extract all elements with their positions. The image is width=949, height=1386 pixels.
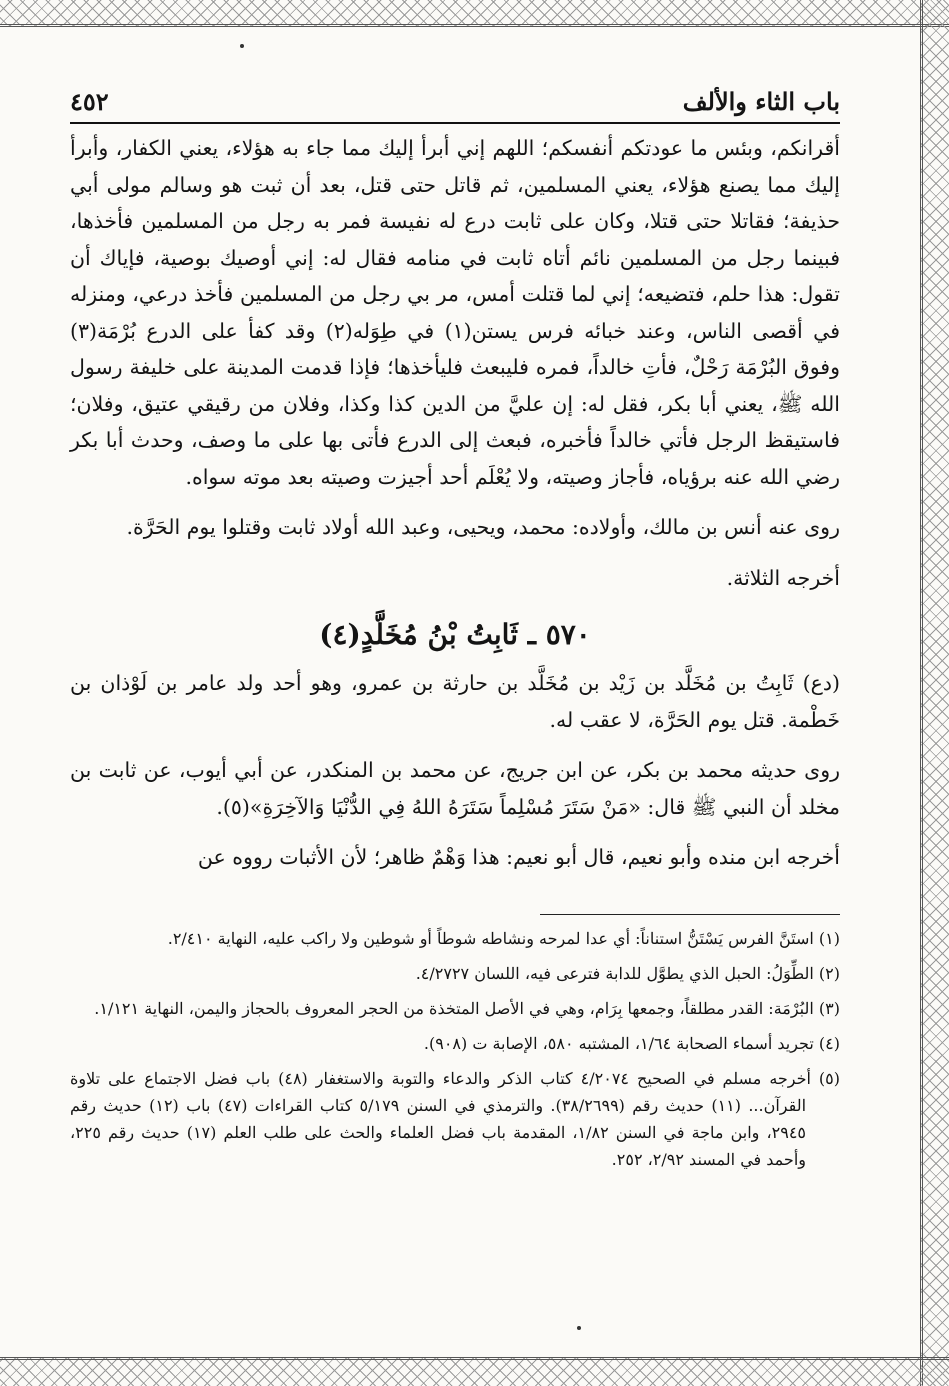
print-speck: [577, 1326, 581, 1330]
footnotes: [70, 925, 840, 1173]
footnote: (٥) أخرجه مسلم في الصحيح ٤/٢٠٧٤ كتاب الذكر والدعاء والتوبة والاستغفار (٤٨) باب فضل الاجتماع على تلاوة القرآن... (١١) حديث رقم (٣٨/٢٦٩٩). والترمذي في السنن ٥/١٧٩ كتاب القراءات (٤٧) باب (١٢) حديث رقم ٢٩٤٥، وابن ماجة في السنن ١/٨٢، المقدمة باب فضل العلماء والحث على طلب العلم (١٧) حديث رقم ٢٢٥، وأحمد في المسند ٢/٩٢، ٢٥٢.: [70, 1068, 841, 1169]
body-paragraph: روى حديثه محمد بن بكر، عن ابن جريج، عن محمد بن المنكدر، عن أبي أيوب، عن ثابت بن مخلد أن النبي ﷺ قال: «مَنْ سَتَرَ مُسْلِماً سَتَرَهُ اللهُ فِي الدُّنْيَا وَالآخِرَةِ»(٥).: [70, 758, 840, 819]
footnote: (٣) البُرْمَة: القدر مطلقاً، وجمعها بِرَام، وهي في الأصل المتخذة من الحجر المعروف بالحجاز واليمن، النهاية ١/١٢١.: [94, 998, 840, 1018]
body-paragraph: أخرجه ابن منده وأبو نعيم، قال أبو نعيم: هذا وَهْمٌ ظاهر؛ لأن الأثبات رووه عن: [197, 845, 840, 869]
body-paragraph: أخرجه الثلاثة.: [726, 565, 840, 590]
entry-heading: ٥٧٠ ـ ثَابِتُ بْنُ مُخَلَّدٍ(٤): [319, 618, 591, 651]
footnote: (٤) تجريد أسماء الصحابة ١/٦٤، المشتبه ٥٨٠، الإصابة ت (٩٠٨).: [423, 1033, 840, 1053]
body-paragraph: روى عنه أنس بن مالك، وأولاده: محمد، ويحيى، وعبد الله أولاد ثابت وقتلوا يوم الحَرَّة.: [126, 515, 840, 539]
footnote: (٢) الطِّوَلُ: الحبل الذي يطوَّل للدابة فترعى فيه، اللسان ٤/٢٧٢٧.: [415, 963, 840, 983]
body-paragraph: أقرانكم، وبئس ما عودتكم أنفسكم؛ اللهم إني أبرأ إليك مما جاء به هؤلاء، يعني الكفار، وأبرأ إليك مما يصنع هؤلاء، يعني المسلمين، ثم قاتل حتى قتل، بعد أن ثبت هو وسالم مولى أبي حذيفة؛ فقاتلا حتى قتلا، وكان على ثابت درع له نفيسة فمر به رجل من المسلمين فأخذها، فبينما رجل من المسلمين نائم أتاه ثابت في منامه فقال له: إني أوصيك بوصية، فإياك أن تقول: هذا حلم، فتضيعه؛ إني لما قتلت أمس، مر بي رجل من المسلمين فأخذ درعي، ومنزله في أقصى الناس، وعند خبائه فرس يستن(١) في طِوَله(٢) وقد كفأ على الدرع بُرْمَة(٣) وفوق البُرْمَة رَحْلٌ، فأتِ خالداً، فمره فليبعث فليأخذها؛ فإذا قدمت المدينة على خليفة رسول الله ﷺ، يعني أبا بكر، فقل له: إن عليَّ من الدين كذا وكذا، وفلان من رقيقي عتيق، وفلان؛ فاستيقظ الرجل فأتي خالداً فأخبره، فبعث إلى الدرع فأتى بها على ما وصف، وحدث أبا بكر رضي الله عنه برؤياه، فأجاز وصيته، ولا يُعْلَم أحد أجيزت وصيته بعد موته سواه.: [70, 136, 841, 489]
page-header: [70, 80, 840, 124]
print-speck: [240, 44, 244, 48]
footnote: (١) استَنَّ الفرس يَسْتَنُّ استناناً: أي عدا لمرحه ونشاطه شوطاً أو شوطين ولا راكب عليه، النهاية ٢/٤١٠.: [167, 928, 840, 948]
running-title: باب الثاء والألف: [682, 87, 840, 116]
footnote-separator: [540, 914, 840, 915]
page-number: ٤٥٢: [70, 87, 109, 116]
book-page: [70, 80, 840, 1181]
decorative-border-bottom: [0, 1357, 949, 1386]
decorative-border-top: [0, 0, 949, 27]
body-paragraph: (دع) ثَابِتُ بن مُخَلَّد بن زَيْد بن مُخَلَّد بن حارثة بن عمرو، وهو أحد ولد عامر بن لَوْذان بن خَطْمة. قتل يوم الحَرَّة، لا عقب له.: [70, 671, 840, 732]
decorative-border-right: [920, 0, 949, 1386]
